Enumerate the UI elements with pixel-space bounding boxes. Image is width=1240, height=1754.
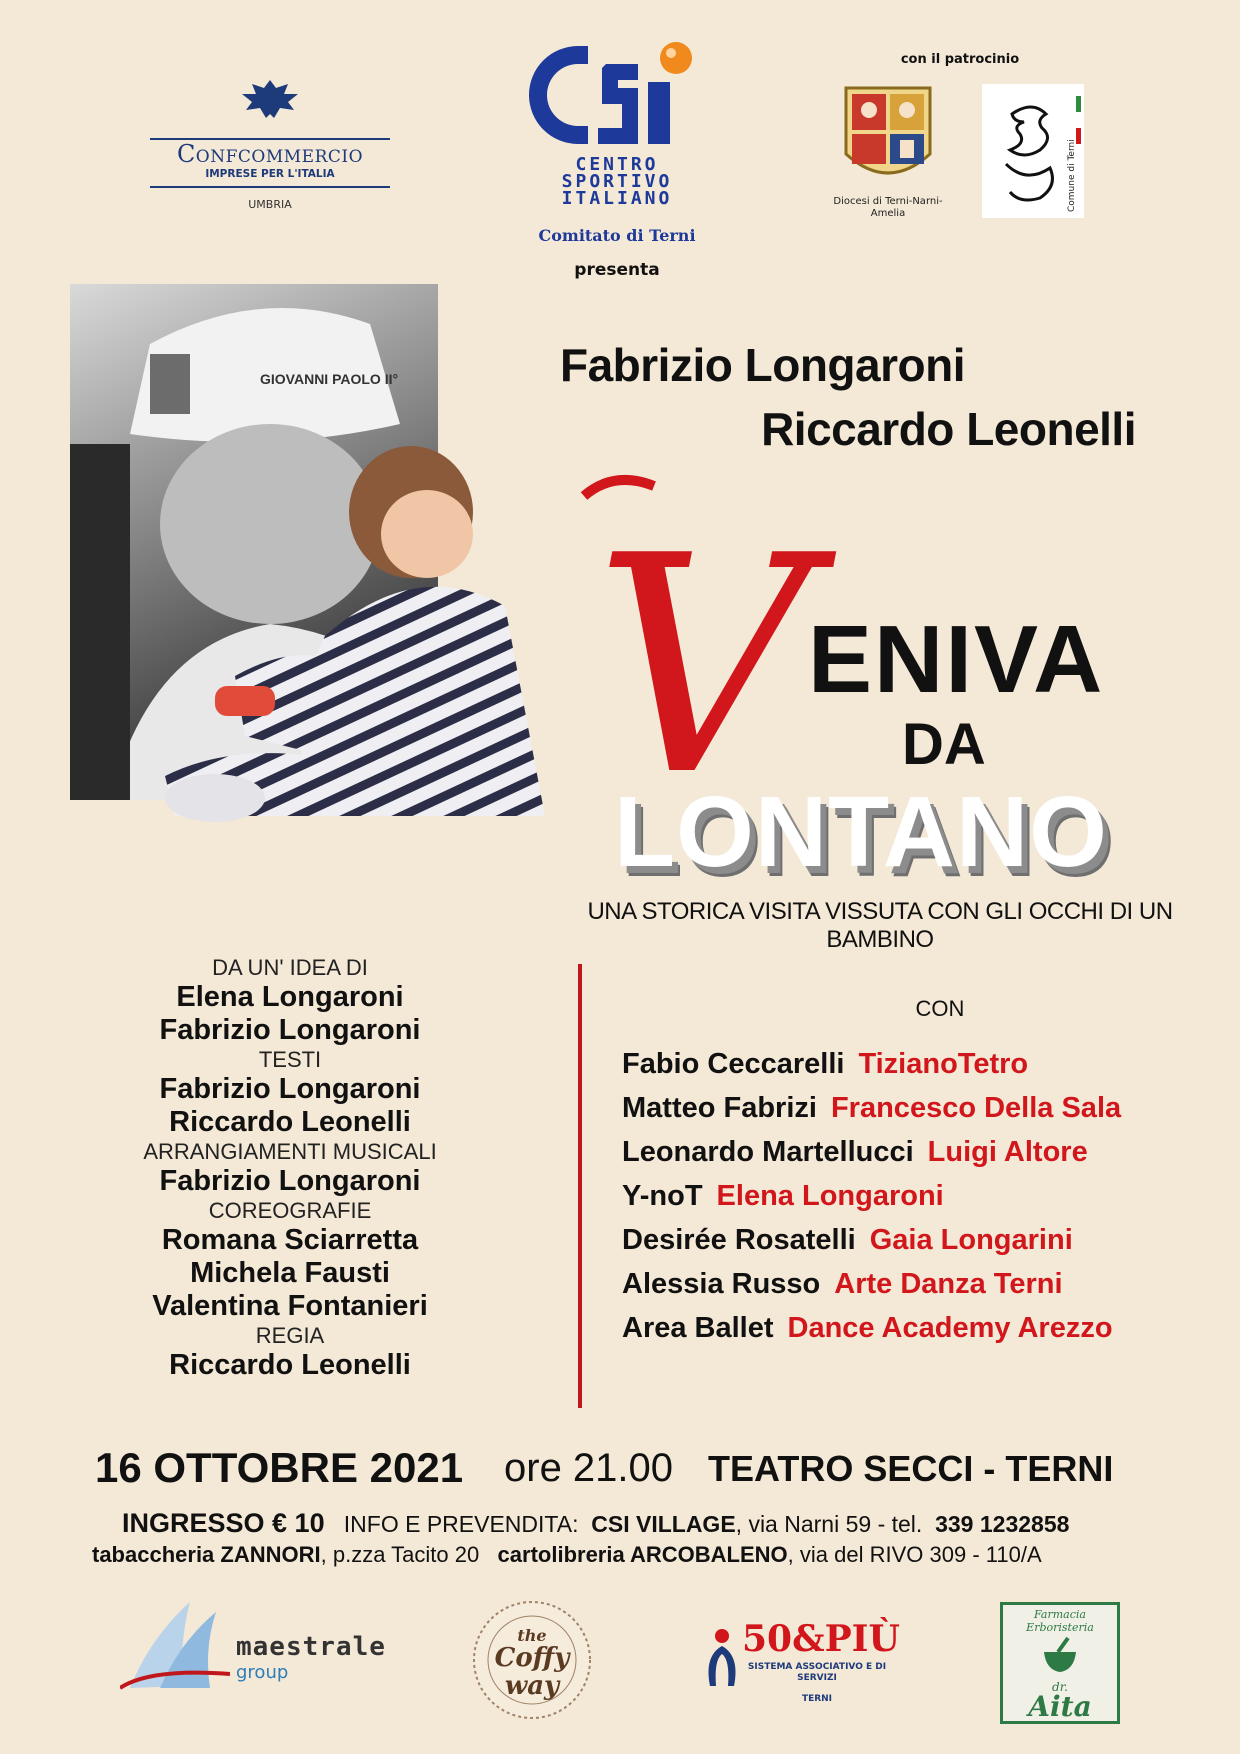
patrocinio-label: con il patrocinio: [900, 52, 1020, 67]
cast-row: [622, 1306, 1234, 1350]
cast-row: [622, 1174, 1234, 1218]
event-venue: TEATRO SECCI - TERNI: [708, 1448, 1114, 1489]
cast-list: [622, 1042, 1234, 1350]
cast-actor: Dance Academy Arezzo: [787, 1312, 1113, 1344]
phone-number: 339 1232858: [935, 1511, 1070, 1537]
presenta-label: presenta: [574, 260, 660, 280]
cartolibreria-address: , via del RIVO 309 - 110/A: [787, 1542, 1042, 1567]
csi-name-line2: SPORTIVO: [561, 171, 673, 192]
diocesi-crest-icon: [842, 84, 934, 192]
maestrale-sub: group: [236, 1662, 289, 1683]
cast-actor: Gaia Longarini: [869, 1224, 1073, 1256]
credit-label: COREOGRAFIE: [208, 1198, 372, 1223]
csi-name-line3: ITALIANO: [561, 188, 673, 209]
event-date: 16 OTTOBRE 2021: [95, 1444, 464, 1491]
event-time: ore 21.00: [504, 1446, 674, 1490]
hat-text: GIOVANNI PAOLO II°: [260, 371, 399, 387]
child-figure-icon: [165, 436, 605, 906]
credit-name: Romana Sciarretta: [161, 1224, 419, 1256]
confcommercio-region: UMBRIA: [248, 198, 292, 211]
title-eniva: ENIVA: [808, 606, 1105, 713]
farmacia-top: Farmacia Erboristeria: [1026, 1608, 1094, 1634]
title-lontano: LONTANO: [614, 776, 1108, 888]
credit-name: Michela Fausti: [190, 1257, 390, 1289]
cast-role: Desirée Rosatelli: [622, 1224, 856, 1256]
comune-label-icon: [1066, 96, 1082, 214]
confcommercio-name: Confcommercio: [176, 140, 364, 168]
tabaccheria: tabaccheria ZANNORI: [92, 1542, 321, 1567]
credit-name: Elena Longaroni: [176, 981, 404, 1013]
cast-row: [622, 1130, 1234, 1174]
author-2: Riccardo Leonelli: [761, 403, 1136, 455]
cast-role: Leonardo Martellucci: [622, 1136, 914, 1168]
coffy-line3: way: [504, 1671, 560, 1701]
tabaccheria-address: , p.zza Tacito 20: [320, 1542, 480, 1567]
title-v-glyph: V: [594, 492, 811, 820]
prevendita-label: INFO E PREVENDITA:: [343, 1511, 579, 1537]
csi-logo-mark: [528, 36, 706, 151]
ticket-price: INGRESSO € 10: [122, 1508, 325, 1538]
credit-name: Valentina Fontanieri: [152, 1290, 428, 1322]
confcommercio-eagle-logo: [238, 76, 302, 132]
confcommercio-subtitle: IMPRESE PER L'ITALIA: [205, 168, 335, 180]
confcommercio-rule-bottom: [150, 186, 390, 188]
info-line-1: [122, 1508, 1182, 1539]
comune-name: Comune di Terni: [1067, 139, 1077, 212]
cast-actor: Francesco Della Sala: [830, 1092, 1122, 1124]
cast-actor: TizianoTetro: [858, 1048, 1029, 1080]
cast-row: [622, 1086, 1234, 1130]
cartolibreria: cartolibreria ARCOBALENO: [497, 1542, 788, 1567]
maestrale-sail-icon: [120, 1598, 230, 1690]
author-1: Fabrizio Longaroni: [560, 339, 965, 391]
csi-village-address: , via Narni 59 - tel.: [735, 1511, 923, 1537]
cast-role: Matteo Fabrizi: [622, 1092, 817, 1124]
credit-label: REGIA: [255, 1323, 325, 1348]
cinquanta-sub: SISTEMA ASSOCIATIVO E DI SERVIZI: [747, 1662, 887, 1683]
diocesi-name: Diocesi di Terni-Narni-Amelia: [833, 196, 943, 219]
csi-committee: Comitato di Terni: [538, 226, 696, 245]
csi-village: CSI VILLAGE: [591, 1511, 736, 1537]
cinquanta-city: TERNI: [801, 1694, 833, 1704]
coffy-way-name: [470, 1628, 594, 1700]
cinquanta-figure-icon: [700, 1626, 744, 1688]
credit-name: Fabrizio Longaroni: [159, 1073, 421, 1105]
csi-name: [528, 156, 706, 207]
coffy-line2: Coffy: [494, 1643, 570, 1673]
info-line-2: [92, 1542, 1192, 1568]
cast-row: [622, 1042, 1234, 1086]
cast-actor: Arte Danza Terni: [834, 1268, 1063, 1300]
cast-actor: Elena Longaroni: [716, 1180, 944, 1212]
credit-name: Fabrizio Longaroni: [159, 1165, 421, 1197]
mortar-pestle-icon: [1038, 1636, 1082, 1676]
tagline: UNA STORICA VISITA VISSUTA CON GLI OCCHI DI UN BAMBINO: [587, 898, 1173, 953]
credit-name: Riccardo Leonelli: [169, 1106, 411, 1138]
farmacia-dr: dr.: [1052, 1680, 1068, 1694]
cast-role: Fabio Ceccarelli: [622, 1048, 845, 1080]
cast-role: Alessia Russo: [622, 1268, 821, 1300]
credit-name: Riccardo Leonelli: [169, 1349, 411, 1381]
credit-label: DA UN' IDEA DI: [212, 955, 368, 980]
cast-role: Area Ballet: [622, 1312, 774, 1344]
cinquanta-name: 50&PIÙ: [742, 1618, 900, 1660]
credits: [100, 955, 480, 1382]
title-da: DA: [902, 712, 986, 777]
red-divider: [578, 964, 582, 1408]
csi-name-line1: CENTRO: [575, 154, 659, 175]
cast-row: [622, 1218, 1234, 1262]
cast-row: [622, 1262, 1234, 1306]
cast-role: Y-noT: [622, 1180, 703, 1212]
credit-label: TESTI: [258, 1047, 322, 1072]
farmacia-name: Aita: [1028, 1690, 1092, 1723]
credit-label: ARRANGIAMENTI MUSICALI: [143, 1139, 437, 1164]
cast-actor: Luigi Altore: [927, 1136, 1088, 1168]
credit-name: Fabrizio Longaroni: [159, 1014, 421, 1046]
cast-label: CON: [915, 996, 965, 1021]
maestrale-name: maestrale: [236, 1632, 386, 1662]
coffy-line1: the: [517, 1626, 547, 1645]
